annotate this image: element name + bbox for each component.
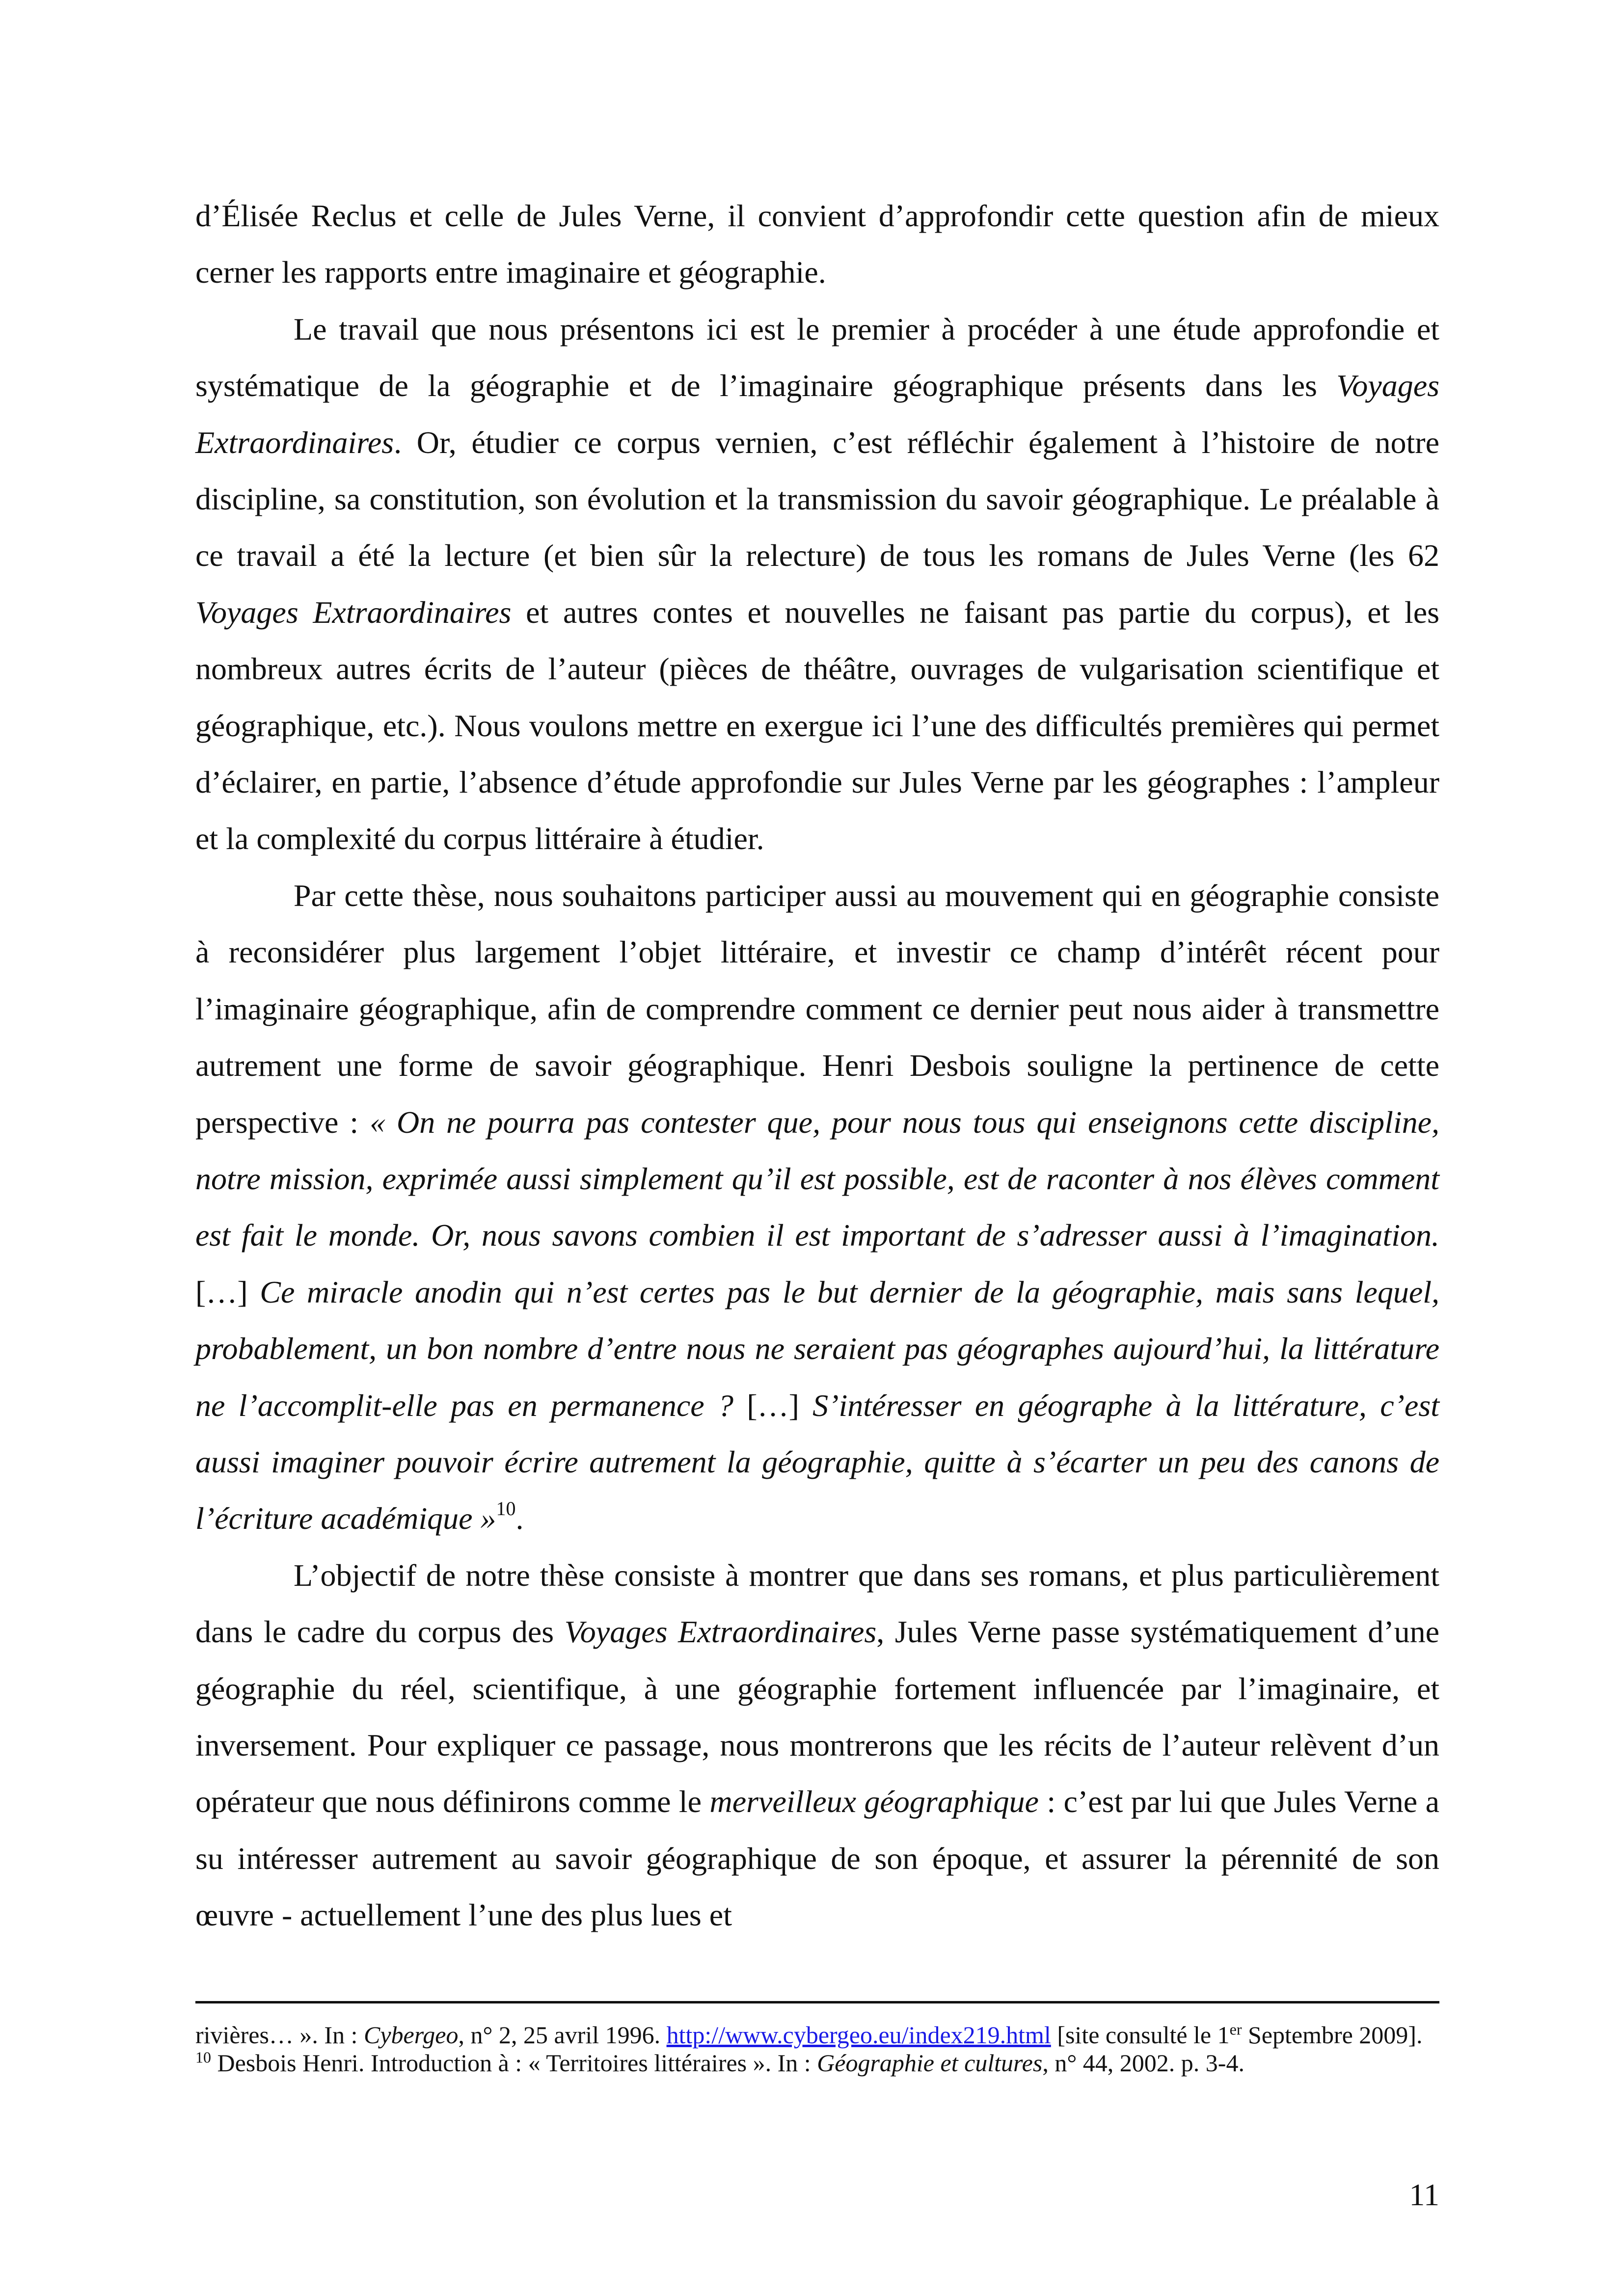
paragraph-2-title-voyages-2: Voyages Extraordinaires: [195, 594, 512, 630]
paragraph-4-title-voyages: Voyages Extraordinaires: [564, 1614, 877, 1650]
paragraph-4-part-e: : c’est par lui que Jules Verne a su intéresser autrement au savoir géographique de son époque, et assurer la pérennité de son œuvre - actuellement l’une des plus lues et: [195, 1784, 1440, 1933]
cybergeo-link[interactable]: http://www.cybergeo.eu/index219.html: [666, 2021, 1051, 2049]
footnote-10-part-a: Desbois Henri. Introduction à : « Territoires littéraires ». In :: [211, 2049, 817, 2077]
paragraph-1: [195, 187, 1439, 301]
page-number: 11: [1409, 2177, 1439, 2212]
paragraph-3-end: .: [515, 1501, 524, 1536]
footnote-separator: [195, 2001, 1439, 2003]
paragraph-2-part-a: Le travail que nous présentons ici est le premier à procéder à une étude approfondie et systématique de la géographie et de l’imaginaire géographique présents dans les: [195, 311, 1439, 403]
paragraph-1-text: d’Élisée Reclus et celle de Jules Verne, il convient d’approfondir cette question afin de mieux cerner les rapports entre imaginaire et géographie.: [195, 198, 1439, 290]
ellipsis-1: […]: [195, 1274, 260, 1309]
footnote-cont-part-a: rivières… ». In :: [195, 2021, 364, 2049]
paragraph-3-part-a: Par cette thèse, nous souhaitons participer aussi au mouvement qui en géographie consiste à reconsidérer plus largement l’objet littéraire, et investir ce champ d’intérêt récent pour l’imaginaire géographique, afin de comprendre comment ce dernier peut nous aider à transmettre autrement une forme de savoir géographique. Henri Desbois souligne la pertinence de cette perspective :: [195, 878, 1439, 1140]
paragraph-2: [195, 301, 1439, 867]
footnote-continuation: [195, 2021, 1439, 2049]
paragraph-2-part-e: et autres contes et nouvelles ne faisant pas partie du corpus), et les nombreux autres écrits de l’auteur (pièces de théâtre, ouvrages de vulgarisation scientifique et géographique, etc.). Nous voulons mettre en exergue ici l’une des difficultés premières qui permet d’éclairer, en partie, l’absence d’étude approfondie sur Jules Verne par les géographes : l’ampleur et la complexité du corpus littéraire à étudier.: [195, 594, 1439, 856]
paragraph-4-part-c: , Jules Verne passe systématiquement d’une géographie du réel, scientifique, à une géographie fortement influencée par l’imaginaire, et inversement. Pour expliquer ce passage, nous montrerons que les récits de l’auteur relèvent d’un opérateur que nous définirons comme le: [195, 1614, 1440, 1819]
paragraph-3: [195, 867, 1439, 1547]
footnote-cont-part-d: [site consulté le 1: [1051, 2021, 1230, 2049]
quote-desbois-3: S’intéresser en géographe à la littérature, c’est aussi imaginer pouvoir écrire autrement la géographie, quitte à s’écarter un peu des canons de l’écriture académique »: [195, 1388, 1440, 1536]
paragraph-4: [195, 1547, 1439, 1944]
footnote-10-journal: Géographie et cultures: [817, 2049, 1043, 2077]
term-merveilleux-geographique: merveilleux géographique: [709, 1784, 1039, 1819]
footnote-cont-part-c: , n° 2, 25 avril 1996.: [458, 2021, 667, 2049]
footnote-cont-part-f: Septembre 2009].: [1242, 2021, 1423, 2049]
quote-desbois-1: « On ne pourra pas contester que, pour nous tous qui enseignons cette discipline, notre mission, exprimée aussi simplement qu’il est possible, est de raconter à nos élèves comment est fait le monde. Or, nous savons combien il est important de s’adresser aussi à l’imagination.: [195, 1104, 1440, 1253]
footnotes: [195, 2021, 1439, 2077]
footnote-ref-10[interactable]: 10: [496, 1497, 516, 1520]
footnote-10-part-c: , n° 44, 2002. p. 3-4.: [1042, 2049, 1244, 2077]
body-text: [195, 187, 1439, 1944]
paragraph-2-part-c: . Or, étudier ce corpus vernien, c’est réfléchir également à l’histoire de notre discipline, sa constitution, son évolution et la transmission du savoir géographique. Le préalable à ce travail a été la lecture (et bien sûr la relecture) de tous les romans de Jules Verne (les 62: [195, 425, 1439, 573]
footnote-10: [195, 2049, 1439, 2077]
paragraph-4-part-a: L’objectif de notre thèse consiste à montrer que dans ses romans, et plus particulièrement dans le cadre du corpus des: [195, 1557, 1439, 1650]
footnote-10-number: 10: [195, 2048, 211, 2066]
paragraph-2-title-voyages: Voyages Extraordinaires: [195, 368, 1439, 460]
footnote-cont-ordinal: er: [1229, 2020, 1242, 2038]
footnote-cont-journal: Cybergeo: [363, 2021, 459, 2049]
ellipsis-2: […]: [733, 1388, 813, 1423]
quote-desbois-2: Ce miracle anodin qui n’est certes pas le but dernier de la géographie, mais sans lequel, probablement, un bon nombre d’entre nous ne seraient pas géographes aujourd’hui, la littérature ne l’accomplit-elle pas en permanence ?: [195, 1274, 1440, 1423]
